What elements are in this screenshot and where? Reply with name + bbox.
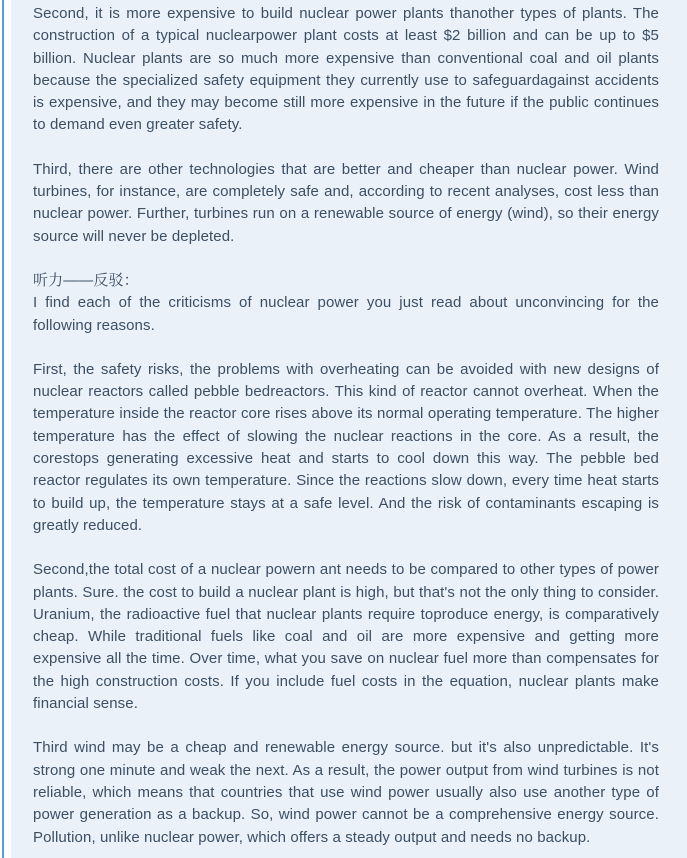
paragraph-wind-rebuttal: Third wind may be a cheap and renewable energy source. but it's also unpredictable. It's strong one minute and weak the next. As a result, the power output from wind turbines is not reliable, which means that countries that use wind power usually also use another type of power generation as a backup. So, wind power cannot be a comprehensive energy source. Pollution, unlike nuclear power, which offers a steady output and needs no backup. xyxy=(33,739,659,846)
paragraph-alternatives-criticism: Third, there are other technologies that are better and cheaper than nuclear power. Wind turbines, for instance, are completely safe and, according to recent analyses, cost less than nuclear power. Further, turbines run on a renewable source of energy (wind), so their energy source will never be depleted. xyxy=(33,160,659,245)
heading-listening-rebuttal: 听力——反驳： xyxy=(33,271,139,289)
paragraph-safety-rebuttal: First, the safety risks, the problems with overheating can be avoided with new designs of nuclear reactors called pebble bedreactors. This kind of reactor cannot overheat. When the temperature inside the reactor core rises above its normal operating temperature. The higher temperature has the effect of slowing the nuclear reactions in the core. As a result, the corestops generating excessive heat and starts to cool down this way. The pebble bed reactor regulates its own temperature. Since the reactions slow down, every time heat starts to build up, the temperature stays at a safe level. And the risk of contaminants escaping is greatly reduced. xyxy=(33,360,659,534)
paragraph-rebuttal-intro: I find each of the criticisms of nuclear power you just read about unconvincing for the following reasons. xyxy=(33,294,659,334)
paragraph-cost-criticism: Second, it is more expensive to build nuclear power plants thanother types of plants. The construction of a typical nuclearpower plant costs at least $2 billion and can be up to $5 billion. Nuclear plants are so much more expensive than conventional coal and oil plants because the specialized safety equipment they currently use to safeguardagainst accidents is expensive, and they may become still more expensive in the future if the public continues to demand even greater safety. xyxy=(33,5,659,134)
left-accent-bar xyxy=(2,0,4,858)
paragraph-cost-rebuttal: Second,the total cost of a nuclear powern ant needs to be compared to other types of power plants. Sure. the cost to build a nuclear plant is high, but that's not the only thing to consider. Uranium, the radioactive fuel that nuclear plants require toproduce energy, is comparatively cheap. While traditional fuels like coal and oil are more expensive and getting more expensive all the time. Over time, what you save on nuclear fuel more than compensates for the high construction costs. If you include fuel costs in the equation, nuclear plants make financial sense. xyxy=(33,561,659,713)
document-panel xyxy=(11,0,687,858)
